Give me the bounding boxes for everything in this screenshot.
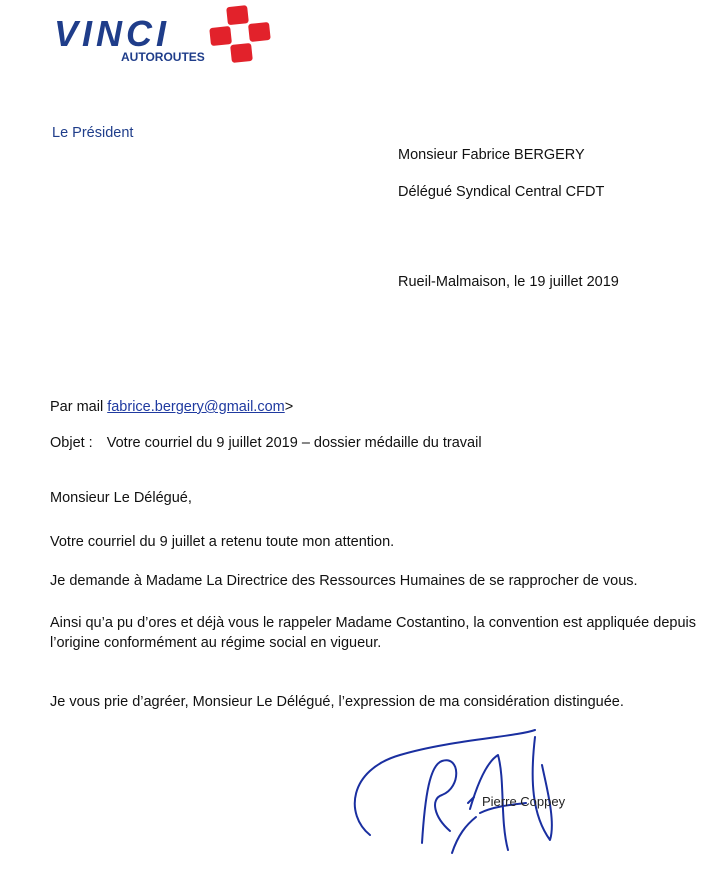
- email-link[interactable]: fabrice.bergery@gmail.com: [107, 399, 285, 415]
- recipient-name: Monsieur Fabrice BERGERY: [398, 147, 585, 163]
- delivery-suffix: >: [284, 399, 294, 415]
- salutation: Monsieur Le Délégué,: [50, 490, 192, 506]
- subject-line: [50, 435, 482, 451]
- closing-formula: Je vous prie d’agréer, Monsieur Le Délégué, l’expression de ma considération distinguée.: [50, 694, 624, 710]
- vinci-autoroutes-logo: [48, 4, 278, 70]
- body-paragraph-2: Je demande à Madame La Directrice des Ressources Humaines de se rapprocher de vous.: [50, 573, 638, 589]
- body-paragraph-3: Ainsi qu’a pu d’ores et déjà vous le rappeler Madame Costantino, la convention est appliquée depuis l’origine conformément au régime social en vigueur.: [50, 615, 696, 651]
- body-paragraph-1: Votre courriel du 9 juillet a retenu toute mon attention.: [50, 534, 395, 550]
- handwritten-signature: [330, 725, 620, 869]
- sender-title: Le Président: [52, 125, 134, 141]
- delivery-prefix: Par mail: [50, 399, 108, 415]
- logo-autoroutes-text: AUTOROUTES: [121, 50, 205, 64]
- logo-vinci-text: VINCI: [54, 13, 171, 54]
- signer-name: Pierre Coppey: [482, 794, 566, 809]
- subject-text: Votre courriel du 9 juillet 2019 – dossier médaille du travail: [106, 435, 482, 451]
- delivery-line: [50, 399, 293, 415]
- recipient-role: Délégué Syndical Central CFDT: [398, 184, 605, 200]
- logo-cross-icon: [207, 4, 273, 65]
- subject-label: Objet :: [50, 435, 93, 451]
- place-date: Rueil-Malmaison, le 19 juillet 2019: [398, 274, 619, 290]
